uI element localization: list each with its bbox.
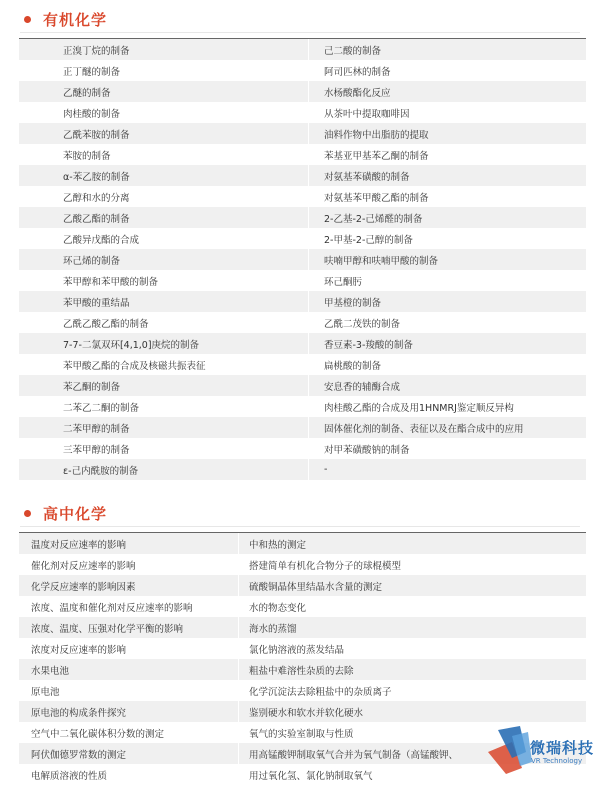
experiment-left: 浓度对反应速率的影响 xyxy=(31,644,127,656)
experiment-right: 固体催化剂的制备、表征以及在酯合成中的应用 xyxy=(324,423,524,435)
column-divider xyxy=(238,533,239,785)
experiment-left: 苯甲酸的重结晶 xyxy=(63,297,130,309)
table-row xyxy=(19,270,586,291)
experiment-left: 苯乙酮的制备 xyxy=(63,381,121,393)
experiment-right: 海水的蒸馏 xyxy=(249,623,297,635)
column-divider xyxy=(308,39,309,480)
table-row xyxy=(19,291,586,312)
experiment-left: 乙醚的制备 xyxy=(63,87,111,99)
experiment-left: 三苯甲醇的制备 xyxy=(63,444,130,456)
table-row xyxy=(19,617,586,638)
experiment-left: 7-7-二氯双环[4,1,0]庚烷的制备 xyxy=(63,339,200,351)
table-row xyxy=(19,638,586,659)
experiment-right: 香豆素-3-羧酸的制备 xyxy=(324,339,413,351)
experiment-right: 中和热的测定 xyxy=(249,539,307,551)
experiment-right: 用高锰酸钾制取氧气合并为氧气制备（高锰酸钾、 xyxy=(249,749,459,761)
experiment-right: 粗盐中难溶性杂质的去除 xyxy=(249,665,354,677)
experiment-left: 化学反应速率的影响因素 xyxy=(31,581,136,593)
experiment-left: 阿伏伽德罗常数的测定 xyxy=(31,749,127,761)
section-rule xyxy=(20,32,580,33)
table-row xyxy=(19,207,586,228)
experiment-right: 硫酸铜晶体里结晶水含量的测定 xyxy=(249,581,383,593)
experiment-right: 2-乙基-2-己烯醛的制备 xyxy=(324,213,423,225)
table-row xyxy=(19,354,586,375)
table-row xyxy=(19,312,586,333)
table-row xyxy=(19,102,586,123)
experiment-left: 苯甲酸乙酯的合成及核磁共振表征 xyxy=(63,360,206,372)
experiment-right: 甲基橙的制备 xyxy=(324,297,382,309)
experiment-right: 油料作物中出脂肪的提取 xyxy=(324,129,429,141)
experiment-right: 环己酮肟 xyxy=(324,276,363,288)
experiment-right: 对甲苯磺酸钠的制备 xyxy=(324,444,410,456)
table-row xyxy=(19,39,586,60)
section-header-high-school xyxy=(24,500,107,526)
experiment-right: 搭建简单有机化合物分子的球棍模型 xyxy=(249,560,402,572)
experiment-left: 空气中二氧化碳体积分数的测定 xyxy=(31,728,165,740)
experiment-right: 苯基亚甲基苯乙酮的制备 xyxy=(324,150,429,162)
table-row xyxy=(19,60,586,81)
table-row xyxy=(19,228,586,249)
experiment-left: 乙酰苯胺的制备 xyxy=(63,129,130,141)
experiment-right: 呋喃甲醇和呋喃甲酸的制备 xyxy=(324,255,439,267)
table-row xyxy=(19,333,586,354)
experiment-left: 乙酸乙酯的制备 xyxy=(63,213,130,225)
table-row xyxy=(19,417,586,438)
experiment-left: 二苯乙二酮的制备 xyxy=(63,402,140,414)
table-row xyxy=(19,396,586,417)
experiment-left: 肉桂酸的制备 xyxy=(63,108,121,120)
table-row xyxy=(19,459,586,480)
experiment-left: 电解质溶液的性质 xyxy=(31,770,108,782)
section-rule xyxy=(20,526,580,527)
experiment-right: 扁桃酸的制备 xyxy=(324,360,382,372)
experiment-right: 化学沉淀法去除粗盐中的杂质离子 xyxy=(249,686,392,698)
experiment-left: 温度对反应速率的影响 xyxy=(31,539,127,551)
table-row xyxy=(19,554,586,575)
table-row xyxy=(19,186,586,207)
experiment-left: 正丁醚的制备 xyxy=(63,66,121,78)
table-row xyxy=(19,165,586,186)
bullet-dot-icon xyxy=(24,510,31,517)
section-title: 高中化学 xyxy=(43,504,108,523)
experiment-left: 正溴丁烷的制备 xyxy=(63,45,130,57)
table-row xyxy=(19,701,586,722)
experiment-right: 对氨基苯磺酸的制备 xyxy=(324,171,410,183)
experiment-right: 水杨酸酯化反应 xyxy=(324,87,391,99)
experiment-right: 鉴别硬水和软水并软化硬水 xyxy=(249,707,364,719)
experiment-right: 氧气的实验室制取与性质 xyxy=(249,728,354,740)
table-row xyxy=(19,659,586,680)
experiment-right: 乙酰二茂铁的制备 xyxy=(324,318,401,330)
organic-experiment-table xyxy=(19,38,586,480)
experiment-left: 原电池 xyxy=(31,686,60,698)
experiment-right: 用过氧化氢、氯化钠制取氧气 xyxy=(249,770,373,782)
table-row xyxy=(19,575,586,596)
experiment-left: 水果电池 xyxy=(31,665,70,677)
experiment-left: ε-己内酰胺的制备 xyxy=(63,465,139,477)
experiment-right: 对氨基苯甲酸乙酯的制备 xyxy=(324,192,429,204)
experiment-left: 原电池的构成条件探究 xyxy=(31,707,127,719)
table-row xyxy=(19,144,586,165)
experiment-right: 阿司匹林的制备 xyxy=(324,66,391,78)
experiment-left: 乙酰乙酸乙酯的制备 xyxy=(63,318,149,330)
section-title: 有机化学 xyxy=(43,10,108,29)
experiment-left: 浓度、温度、压强对化学平衡的影响 xyxy=(31,623,184,635)
experiment-left: 二苯甲醇的制备 xyxy=(63,423,130,435)
experiment-left: 浓度、温度和催化剂对反应速率的影响 xyxy=(31,602,193,614)
table-row xyxy=(19,123,586,144)
experiment-right: 2-甲基-2-己醇的制备 xyxy=(324,234,413,246)
brand-subtitle: VR Technology xyxy=(531,757,583,765)
experiment-right: 氯化钠溶液的蒸发结晶 xyxy=(249,644,345,656)
table-row xyxy=(19,596,586,617)
experiment-right: 肉桂酸乙酯的合成及用1HNMRJ鉴定顺反异构 xyxy=(324,402,514,414)
experiment-right: 水的物态变化 xyxy=(249,602,307,614)
table-row xyxy=(19,375,586,396)
table-row xyxy=(19,680,586,701)
brand-name: 微瑞科技 xyxy=(530,739,595,757)
experiment-left: 乙醇和水的分离 xyxy=(63,192,130,204)
experiment-left: 苯胺的制备 xyxy=(63,150,111,162)
table-row xyxy=(19,533,586,554)
table-row xyxy=(19,438,586,459)
section-header-organic xyxy=(24,6,107,32)
experiment-left: 苯甲醇和苯甲酸的制备 xyxy=(63,276,159,288)
table-row xyxy=(19,249,586,270)
experiment-right: 己二酸的制备 xyxy=(324,45,382,57)
experiment-left: 催化剂对反应速率的影响 xyxy=(31,560,136,572)
experiment-right: 安息香的辅酶合成 xyxy=(324,381,401,393)
bullet-dot-icon xyxy=(24,16,31,23)
experiment-right: 从茶叶中提取咖啡因 xyxy=(324,108,410,120)
experiment-left: α-苯乙胺的制备 xyxy=(63,171,130,183)
experiment-right: - xyxy=(324,464,328,475)
experiment-left: 乙酸异戊酯的合成 xyxy=(63,234,140,246)
experiment-left: 环己烯的制备 xyxy=(63,255,121,267)
table-row xyxy=(19,81,586,102)
